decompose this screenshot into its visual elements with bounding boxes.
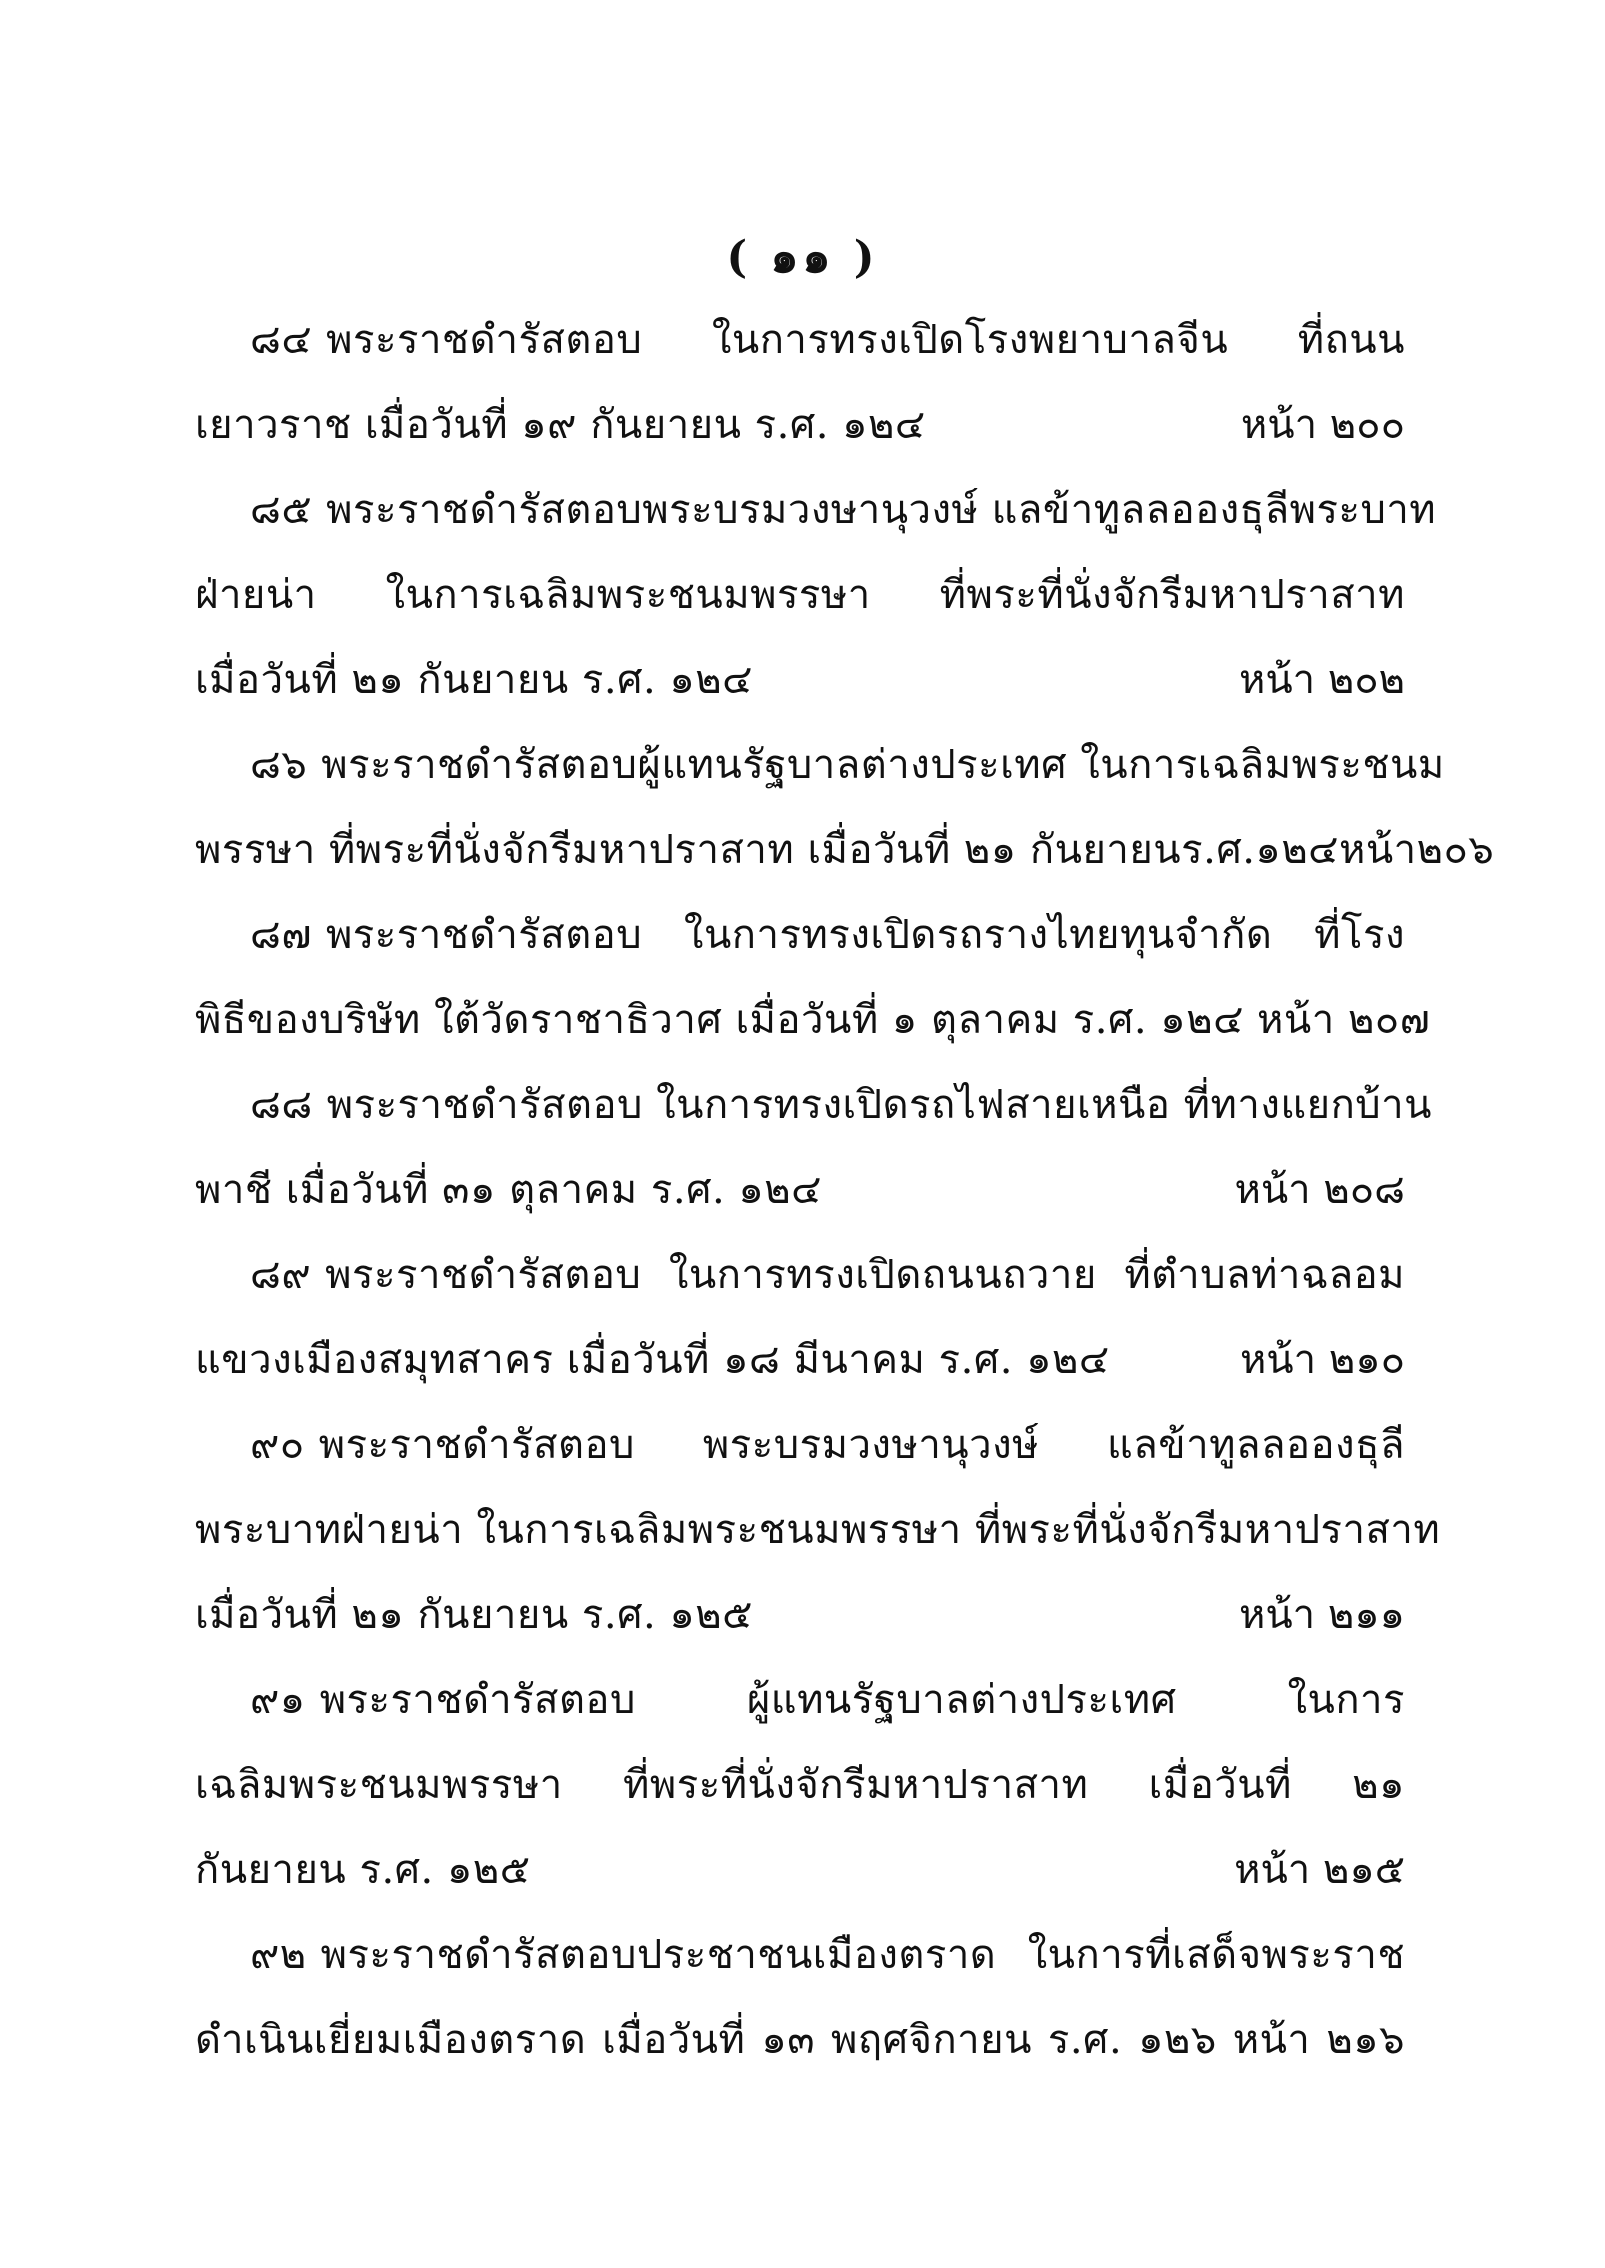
entry-number: ๙๑ xyxy=(250,1677,306,1723)
entry-88-page-ref: หน้า ๒๐๘ xyxy=(1234,1167,1405,1213)
entry-91-line3: กันยายน ร.ศ. ๑๒๕ xyxy=(195,1847,531,1893)
entry-90-line3: เมื่อวันที่ ๒๑ กันยายน ร.ศ. ๑๒๕ xyxy=(195,1592,753,1638)
entry-90-page-ref: หน้า ๒๑๑ xyxy=(1238,1592,1405,1638)
entry-91-line1 xyxy=(250,1670,1405,1730)
entry-91-page-ref: หน้า ๒๑๕ xyxy=(1234,1847,1405,1893)
entry-number: ๘๔ xyxy=(250,317,313,363)
entry-84-line1 xyxy=(250,310,1405,370)
entry-85-line1 xyxy=(250,480,1437,540)
entry-number: ๘๘ xyxy=(250,1082,313,1128)
entry-title: พระราชดำรัสตอบพระบรมวงษานุวงษ์ แลข้าทูลลอองธุลีพระบาท xyxy=(326,487,1437,533)
entry-92-line1 xyxy=(250,1925,1405,1985)
entry-title: พระราชดำรัสตอบ ในการทรงเปิดรถไฟสายเหนือ ที่ทางแยกบ้าน xyxy=(326,1082,1432,1128)
entry-84-page-ref: หน้า ๒๐๐ xyxy=(1240,402,1405,448)
entry-84-line2: เยาวราช เมื่อวันที่ ๑๙ กันยายน ร.ศ. ๑๒๔ xyxy=(195,402,926,448)
entry-89-line1 xyxy=(250,1245,1405,1305)
entry-number: ๘๗ xyxy=(250,912,312,958)
entry-88-line2: พาชี เมื่อวันที่ ๓๑ ตุลาคม ร.ศ. ๑๒๔ xyxy=(195,1167,822,1213)
entry-90-line2: พระบาทฝ่ายน่า ในการเฉลิมพระชนมพรรษา ที่พระที่นั่งจักรีมหาปราสาท xyxy=(195,1507,1441,1553)
entry-92-line2: ดำเนินเยี่ยมเมืองตราด เมื่อวันที่ ๑๓ พฤศจิกายน ร.ศ. ๑๒๖ หน้า ๒๑๖ xyxy=(195,2017,1405,2063)
entry-title: พระราชดำรัสตอบ พระบรมวงษานุวงษ์ แลข้าทูลลอองธุลี xyxy=(318,1422,1405,1468)
entry-title: พระราชดำรัสตอบประชาชนเมืองตราด ในการที่เสด็จพระราช xyxy=(320,1932,1405,1978)
entry-86-line1 xyxy=(250,735,1445,795)
entry-number: ๙๒ xyxy=(250,1932,307,1978)
entry-number: ๘๕ xyxy=(250,487,313,533)
entry-87-line1 xyxy=(250,905,1405,965)
entry-title: พระราชดำรัสตอบ ในการทรงเปิดโรงพยาบาลจีน ที่ถนน xyxy=(326,317,1405,363)
entry-91-line2: เฉลิมพระชนมพรรษา ที่พระที่นั่งจักรีมหาปราสาท เมื่อวันที่ ๒๑ xyxy=(195,1762,1405,1808)
entry-title: พระราชดำรัสตอบ ผู้แทนรัฐบาลต่างประเทศ ในการ xyxy=(319,1677,1405,1723)
entry-title: พระราชดำรัสตอบ ในการทรงเปิดรถรางไทยทุนจำกัด ที่โรง xyxy=(325,912,1405,958)
entry-90-line1 xyxy=(250,1415,1405,1475)
entry-86-line2: พรรษา ที่พระที่นั่งจักรีมหาปราสาท เมื่อวันที่ ๒๑ กันยายนร.ศ.๑๒๔หน้า๒๐๖ xyxy=(195,827,1495,873)
entry-85-page-ref: หน้า ๒๐๒ xyxy=(1238,657,1405,703)
entry-89-page-ref: หน้า ๒๑๐ xyxy=(1239,1337,1405,1383)
entry-85-line3: เมื่อวันที่ ๒๑ กันยายน ร.ศ. ๑๒๔ xyxy=(195,657,753,703)
entry-number: ๙๐ xyxy=(250,1422,305,1468)
entry-title: พระราชดำรัสตอบ ในการทรงเปิดถนนถวาย ที่ตำบลท่าฉลอม xyxy=(325,1252,1405,1298)
entry-85-line2: ฝ่ายน่า ในการเฉลิมพระชนมพรรษา ที่พระที่นั่งจักรีมหาปราสาท xyxy=(195,572,1405,618)
entry-number: ๘๖ xyxy=(250,742,308,788)
entry-87-line2: พิธีของบริษัท ใต้วัดราชาธิวาศ เมื่อวันที่ ๑ ตุลาคม ร.ศ. ๑๒๔ หน้า ๒๐๗ xyxy=(195,997,1431,1043)
entry-number: ๘๙ xyxy=(250,1252,312,1298)
page-number: ( ๑๑ ) xyxy=(726,232,879,283)
entry-89-line2: แขวงเมืองสมุทสาคร เมื่อวันที่ ๑๘ มีนาคม ร.ศ. ๑๒๔ xyxy=(195,1337,1110,1383)
entry-88-line1 xyxy=(250,1075,1432,1135)
entry-title: พระราชดำรัสตอบผู้แทนรัฐบาลต่างประเทศ ในการเฉลิมพระชนม xyxy=(321,742,1445,788)
